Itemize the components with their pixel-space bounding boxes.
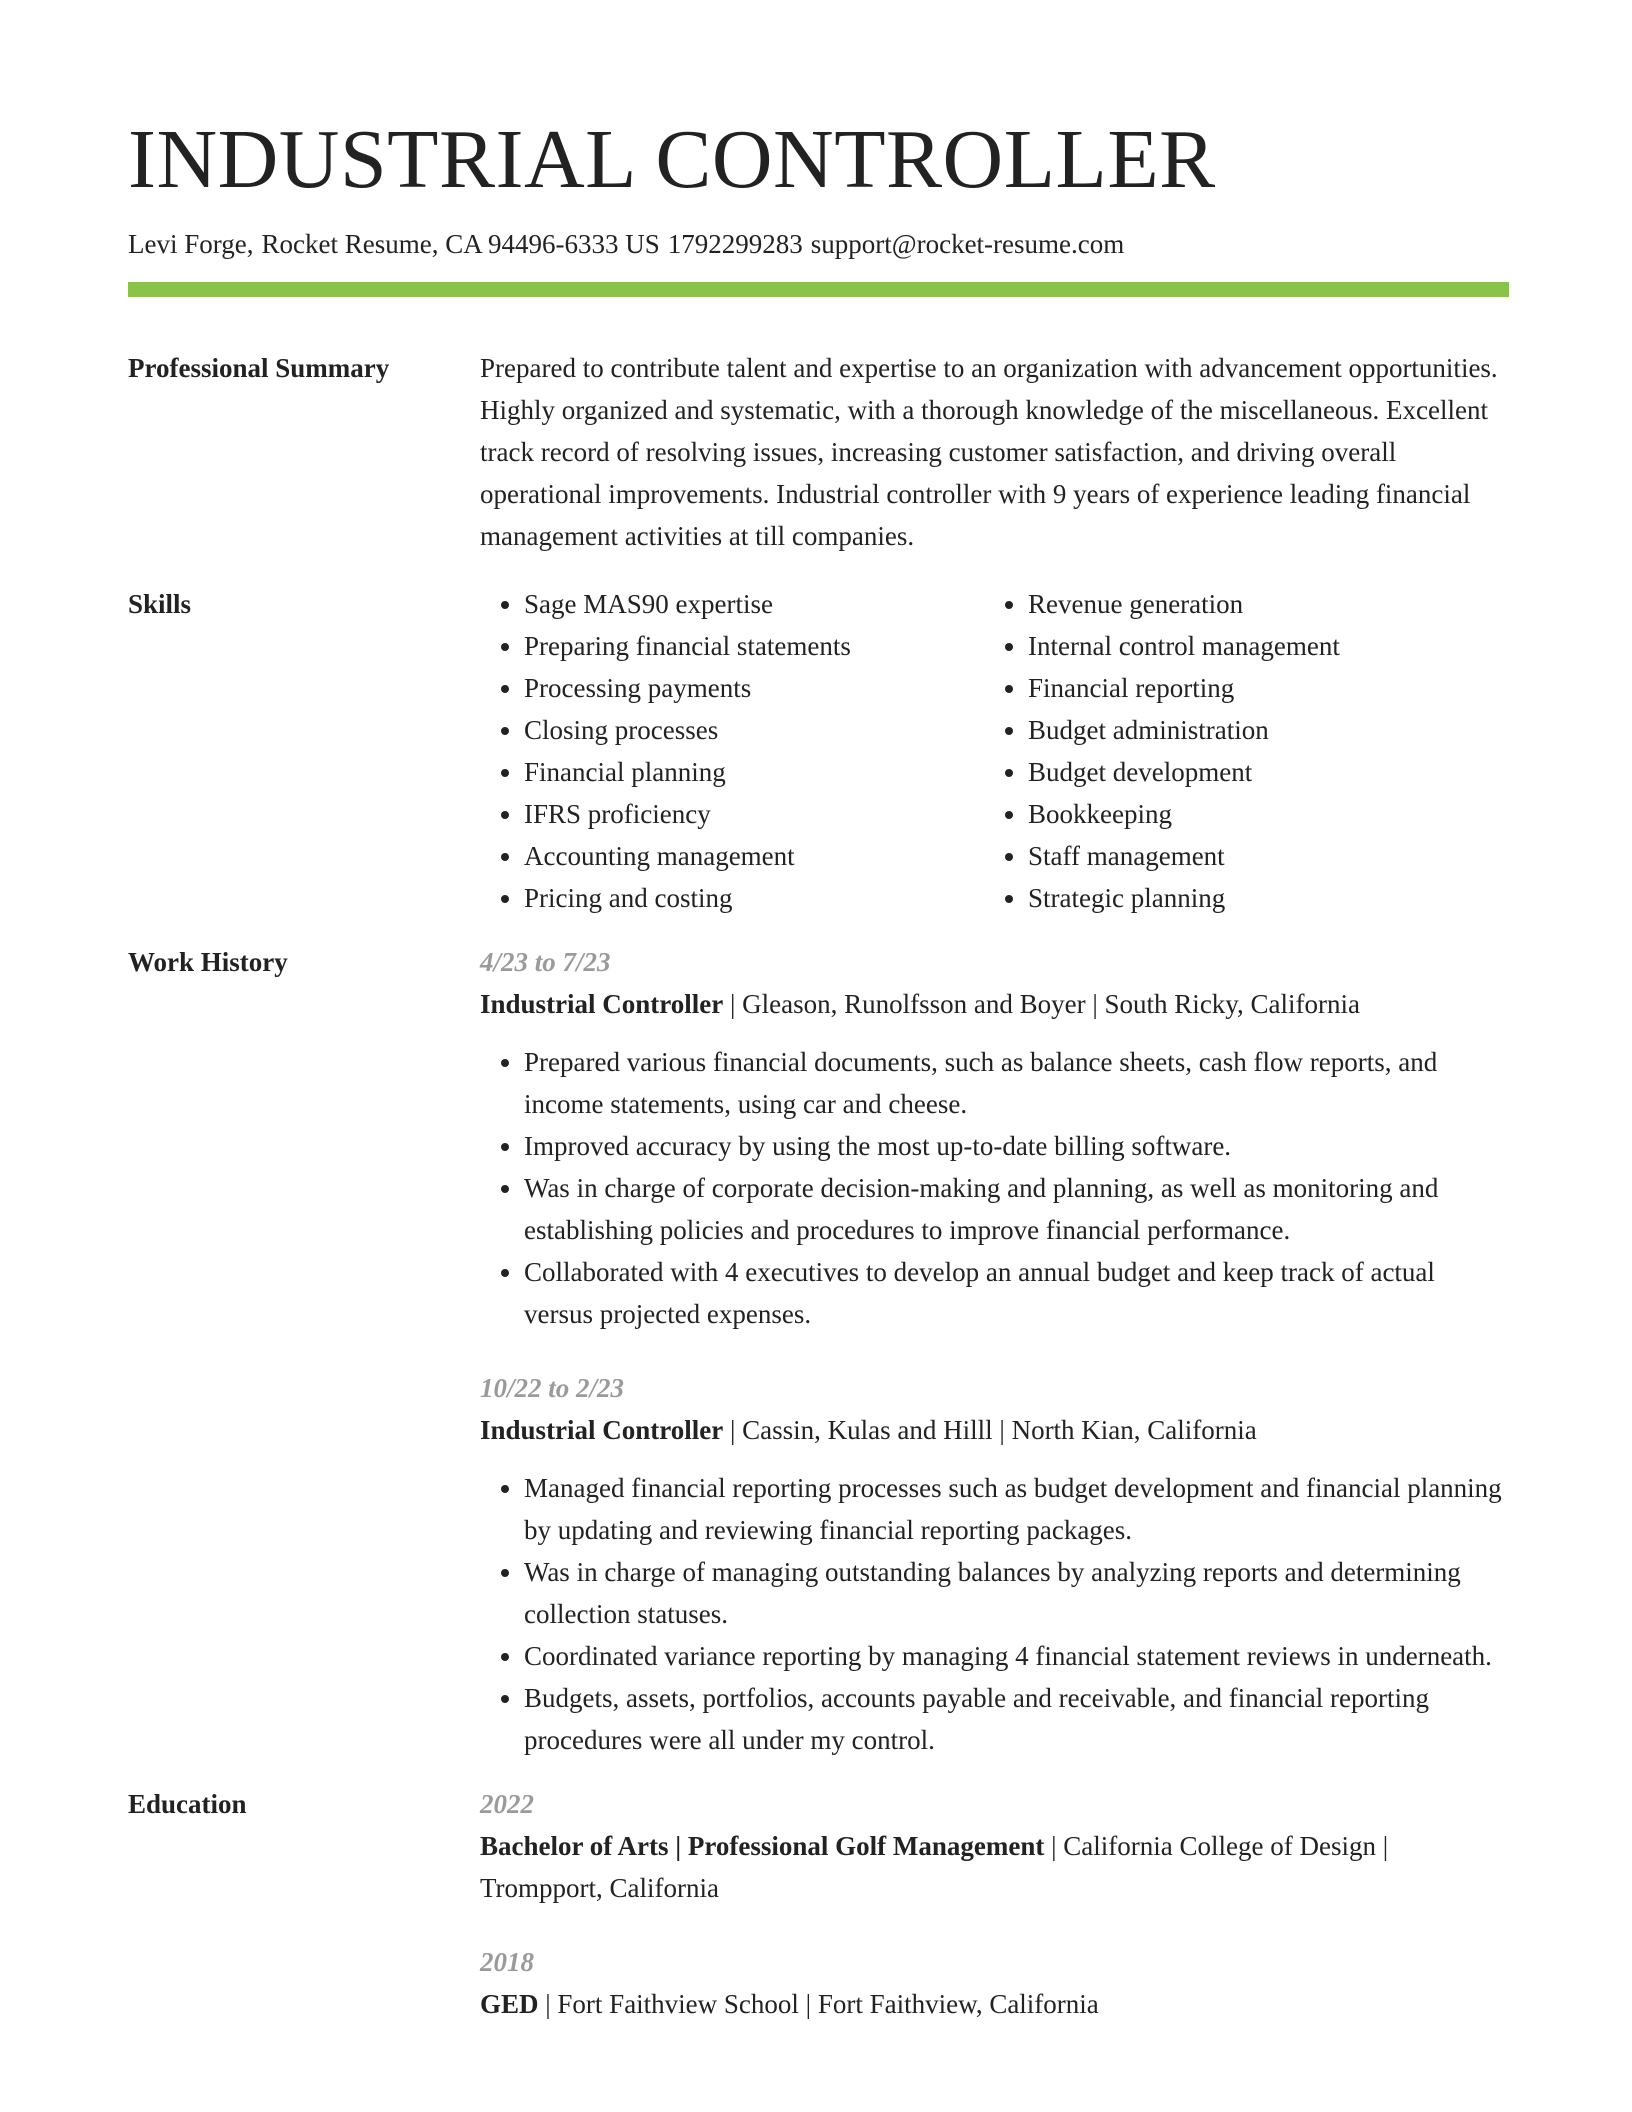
job-entry (480, 941, 1509, 1335)
job-bullets (480, 1041, 1509, 1335)
contact-email[interactable]: support@rocket-resume.com (810, 229, 1125, 259)
job-employer: | Gleason, Runolfsson and Boyer | South Ricky, California (723, 989, 1361, 1020)
skill-item: • Financial planning (524, 751, 984, 793)
education-degree: GED (480, 1989, 539, 2020)
skill-item: • Revenue generation (1028, 583, 1488, 625)
job-title-line (480, 1409, 1509, 1451)
contact-name: Levi Forge, (128, 229, 254, 259)
skill-item: • Internal control management (1028, 625, 1488, 667)
job-bullet: • Managed financial reporting processes such as budget development and financial planning by updating and reviewing financial reporting packages. (524, 1467, 1509, 1551)
education-entry (480, 1783, 1509, 1909)
job-employer: | Cassin, Kulas and Hilll | North Kian, California (723, 1415, 1257, 1446)
skill-item: • Staff management (1028, 835, 1488, 877)
skill-item: • Closing processes (524, 709, 984, 751)
education-line (480, 1983, 1509, 2025)
skills-list-right (984, 583, 1488, 919)
skill-item: • Preparing financial statements (524, 625, 984, 667)
education-date: 2022 (480, 1789, 534, 1820)
education-entry (480, 1941, 1509, 2025)
skill-item: • Budget development (1028, 751, 1488, 793)
summary-text: Prepared to contribute talent and expertise to an organization with advancement opportunities. Highly organized and systematic, with a thorough knowledge of the miscellaneous. Excellent track record of resolving issues, increasing customer satisfaction, and driving overall operational improvements. Industrial controller with 9 years of experience leading financial management activities at till companies. (480, 353, 1498, 552)
education-date: 2018 (480, 1947, 534, 1978)
job-bullet: • Was in charge of managing outstanding balances by analyzing reports and determining collection statuses. (524, 1551, 1509, 1635)
job-dates: 4/23 to 7/23 (480, 947, 611, 978)
education-section (128, 1783, 1509, 2025)
skill-item: • IFRS proficiency (524, 793, 984, 835)
education-degree: Bachelor of Arts | Professional Golf Management (480, 1831, 1045, 1862)
section-heading: Professional Summary (128, 353, 390, 384)
skills-list-left (480, 583, 984, 919)
skills-columns (480, 583, 1509, 919)
job-bullet: • Coordinated variance reporting by managing 4 financial statement reviews in underneath. (524, 1635, 1509, 1677)
section-heading: Work History (128, 947, 288, 978)
skill-item: • Sage MAS90 expertise (524, 583, 984, 625)
summary-section (128, 347, 1509, 557)
skill-item: • Budget administration (1028, 709, 1488, 751)
job-bullet: • Budgets, assets, portfolios, accounts payable and receivable, and financial reporting procedures were all under my control. (524, 1677, 1509, 1761)
skill-item: • Processing payments (524, 667, 984, 709)
skills-section (128, 583, 1509, 919)
section-heading: Skills (128, 589, 192, 620)
job-bullet: • Collaborated with 4 executives to develop an annual budget and keep track of actual versus projected expenses. (524, 1251, 1509, 1335)
job-bullet: • Was in charge of corporate decision-making and planning, as well as monitoring and establishing policies and procedures to improve financial performance. (524, 1167, 1509, 1251)
education-line (480, 1825, 1509, 1909)
job-title: Industrial Controller (480, 1415, 724, 1446)
education-school: | Fort Faithview School | Fort Faithview, California (538, 1989, 1099, 2020)
job-bullet: • Prepared various financial documents, such as balance sheets, cash flow reports, and income statements, using car and cheese. (524, 1041, 1509, 1125)
job-entry (480, 1367, 1509, 1761)
work-history-section (128, 941, 1509, 1761)
job-bullets (480, 1467, 1509, 1761)
header-divider (128, 282, 1509, 297)
skill-item: • Accounting management (524, 835, 984, 877)
contact-address: Rocket Resume, CA 94496-6333 US (261, 229, 660, 259)
job-dates: 10/22 to 2/23 (480, 1373, 625, 1404)
skill-item: • Strategic planning (1028, 877, 1488, 919)
skill-item: • Bookkeeping (1028, 793, 1488, 835)
skill-item: • Pricing and costing (524, 877, 984, 919)
contact-phone: 1792299283 (667, 229, 803, 259)
resume-title: INDUSTRIAL CONTROLLER (128, 113, 1216, 206)
job-title-line (480, 983, 1509, 1025)
contact-line (128, 228, 1509, 260)
section-heading: Education (128, 1789, 247, 1820)
skill-item: • Financial reporting (1028, 667, 1488, 709)
job-bullet: • Improved accuracy by using the most up-to-date billing software. (524, 1125, 1509, 1167)
education-school: | California College of Design | Trompport, California (480, 1831, 1389, 1904)
job-title: Industrial Controller (480, 989, 724, 1020)
